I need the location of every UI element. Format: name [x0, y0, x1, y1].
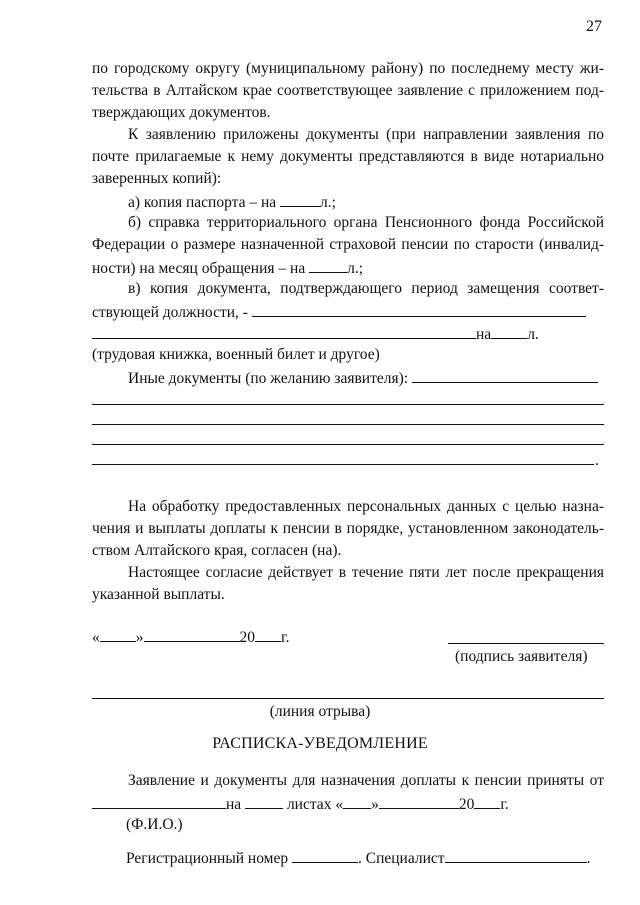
receipt-na: на	[226, 796, 242, 813]
other-docs-field-3[interactable]	[92, 424, 604, 425]
item-b-line-1: б) справка территориального органа Пенсионного фонда Российской	[128, 214, 604, 231]
pension-certificate-sheets-field[interactable]	[309, 258, 347, 273]
date-line	[92, 627, 289, 647]
item-b-line-2: Федерации о размере назначенной страховой пенсии по старости (инвалид-	[92, 236, 604, 253]
other-docs-field[interactable]	[412, 368, 598, 383]
position-document-field-2[interactable]	[92, 324, 476, 339]
paragraph-2-line-1: К заявлению приложены документы (при направлении заявления по	[128, 126, 604, 143]
receipt-sheets-field[interactable]	[245, 794, 283, 809]
date-month-field[interactable]	[144, 627, 240, 642]
paragraph-1-line-1: по городскому округу (муниципальному району) по последнему месту жи-	[92, 60, 604, 77]
item-b-suffix: л.;	[347, 260, 363, 277]
receipt-line-2	[92, 794, 509, 814]
receipt-year-suffix: г.	[500, 796, 509, 813]
item-a-suffix: л.;	[320, 194, 336, 211]
receipt-fio-caption: (Ф.И.О.)	[126, 816, 183, 833]
consent-line-3: ством Алтайского края, согласен (на).	[92, 542, 342, 559]
passport-sheets-field[interactable]	[280, 192, 320, 207]
date-close-quote: »	[135, 629, 144, 646]
item-v-suffix: л.	[527, 326, 539, 343]
registration-number-label: Регистрационный номер	[126, 850, 289, 867]
item-v-caption: (трудовая книжка, военный билет и другое)	[92, 346, 380, 363]
other-docs-end: .	[595, 452, 599, 469]
receipt-day-field[interactable]	[343, 794, 371, 809]
item-a-passport	[128, 192, 336, 212]
specialist-label: Специалист	[365, 850, 445, 867]
item-v-na: на	[476, 326, 492, 343]
position-document-field[interactable]	[252, 302, 586, 317]
consent-line-2: чения и выплаты доплаты к пенсии в порядке, установленном законодатель-	[92, 520, 604, 537]
specialist-field[interactable]	[445, 848, 587, 863]
receipt-close-quote: »	[371, 796, 379, 813]
tear-caption: (линия отрыва)	[269, 703, 371, 720]
receipt-end: .	[586, 850, 591, 867]
page-number: 27	[586, 18, 602, 35]
receipt-sheets-label: листах «	[286, 796, 344, 813]
consent-line-4: Настоящее согласие действует в течение пяти лет после прекращения	[128, 564, 604, 581]
consent-line-5: указанной выплаты.	[92, 586, 225, 603]
signature-caption: (подпись заявителя)	[455, 648, 588, 665]
item-v-line-2	[92, 302, 586, 322]
date-year-field[interactable]	[255, 627, 281, 642]
date-open-quote: «	[92, 629, 100, 646]
item-v-line-2-text: ствующей должности, -	[92, 304, 248, 321]
paragraph-2-line-3: заверенных копий):	[92, 170, 222, 187]
paragraph-1-line-3: тверждающих документов.	[92, 104, 271, 121]
receipt-title: РАСПИСКА-УВЕДОМЛЕНИЕ	[212, 735, 428, 752]
item-a-text: а) копия паспорта – на	[128, 194, 277, 211]
receipt-year-prefix: 20	[458, 796, 475, 813]
date-year-prefix: 20	[239, 629, 255, 646]
other-docs-field-2[interactable]	[92, 404, 604, 405]
paragraph-1-line-2: тельства в Алтайском крае соответствующее заявление с приложением под-	[92, 82, 604, 99]
position-document-sheets-field[interactable]	[491, 324, 527, 339]
other-docs-field-5[interactable]	[92, 464, 594, 465]
consent-line-1: На обработку предоставленных персональных данных с целью назна-	[128, 498, 604, 515]
tear-line	[92, 698, 604, 699]
other-docs-field-4[interactable]	[92, 444, 604, 445]
receipt-year-field[interactable]	[474, 794, 500, 809]
date-year-suffix: г.	[281, 629, 290, 646]
date-day-field[interactable]	[100, 627, 136, 642]
receipt-registration-line: Регистрационный номер . Специалист .	[126, 850, 591, 867]
item-v-line-1: в) копия документа, подтверждающего период замещения соответ-	[128, 280, 604, 297]
paragraph-2-line-2: почте прилагаемые к нему документы представляются в виде нотариально	[92, 148, 604, 165]
registration-number-field[interactable]	[292, 848, 358, 863]
receipt-line-1: Заявление и документы для назначения доплаты к пенсии приняты от	[128, 772, 604, 789]
item-b-line-3-text: ности) на месяц обращения – на	[92, 260, 306, 277]
signature-field[interactable]	[448, 643, 604, 644]
receipt-fio-field[interactable]	[92, 794, 226, 809]
other-docs-label: Иные документы (по желанию заявителя):	[128, 370, 409, 387]
item-v-line-3	[92, 324, 539, 344]
item-b-line-3	[92, 258, 363, 278]
receipt-month-field[interactable]	[379, 794, 459, 809]
other-docs-line	[128, 368, 598, 388]
